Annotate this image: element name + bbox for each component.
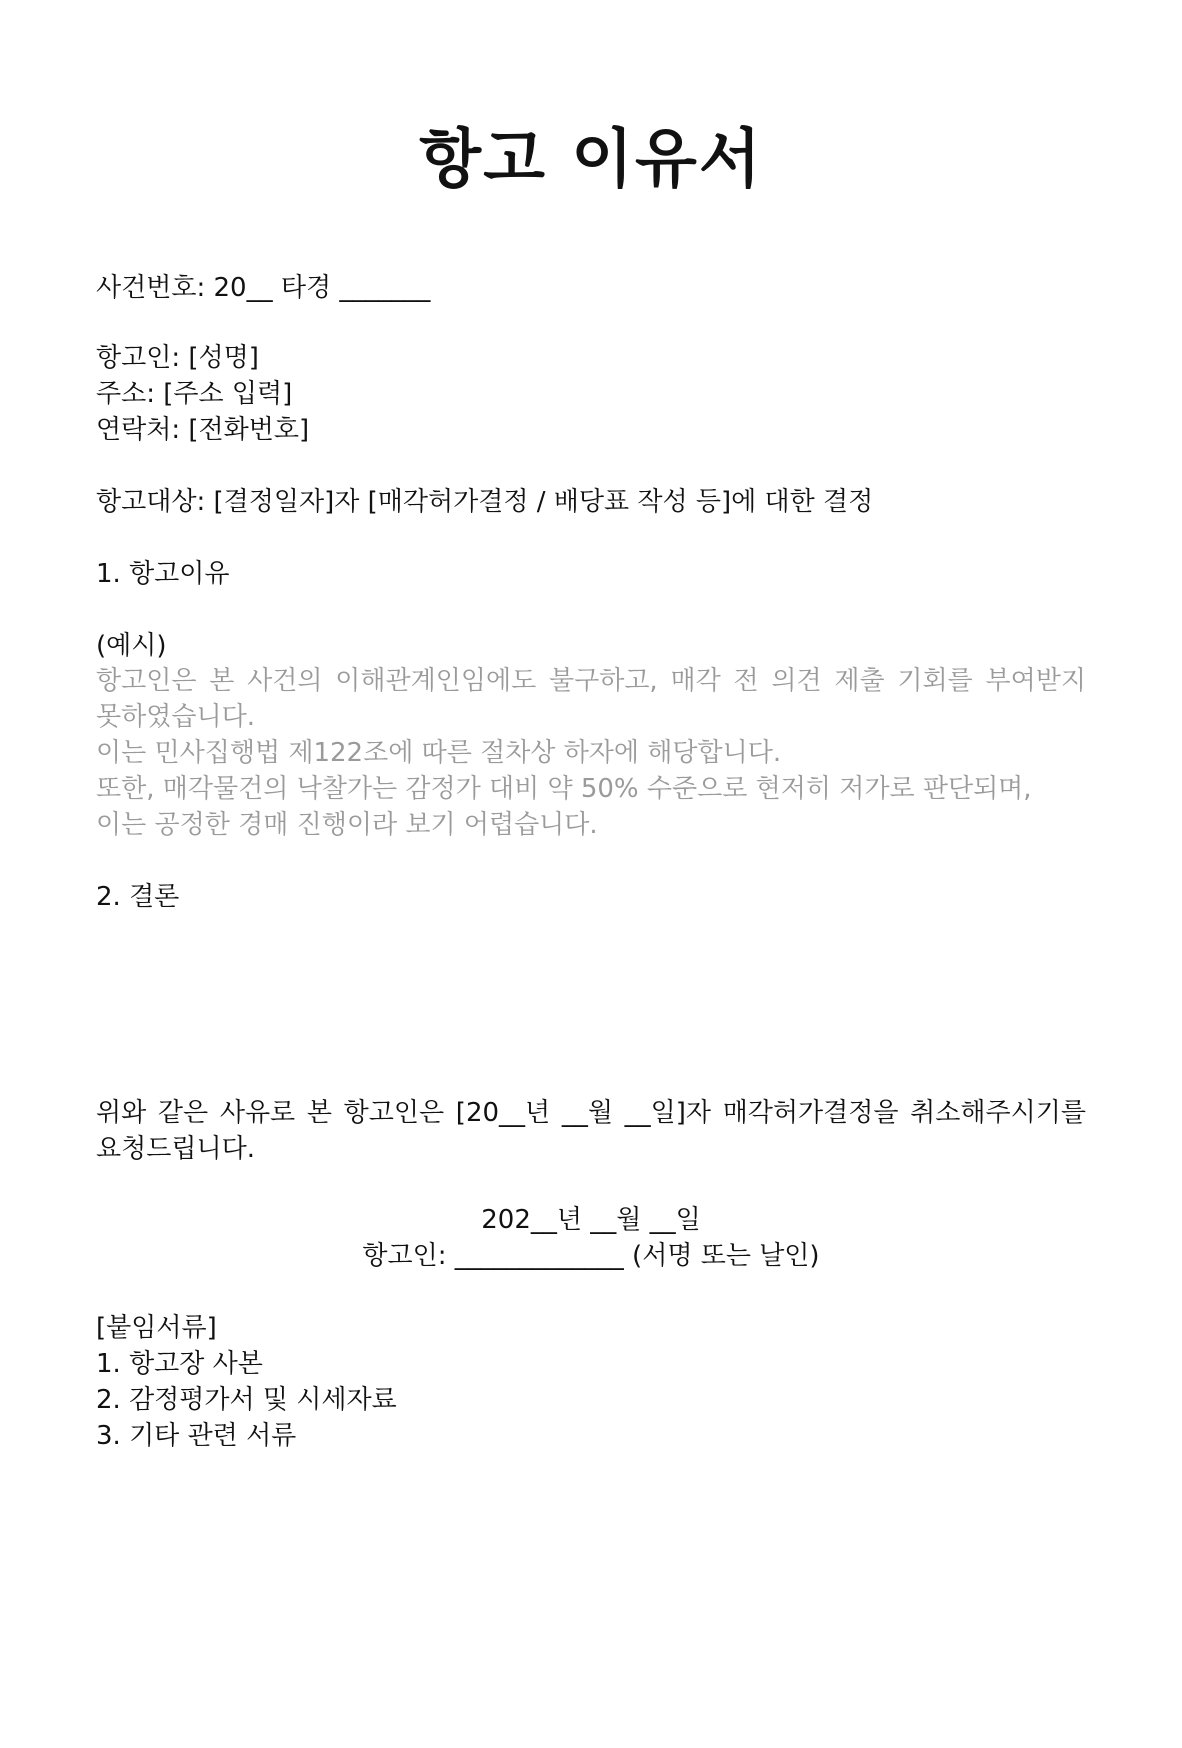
attachment-item: 1. 항고장 사본 (96, 1349, 263, 1379)
request-text-line-1: 위와 같은 사유로 본 항고인은 [20__년 __월 __일]자 매각허가결정을 취소해주시기를 (96, 1098, 1086, 1128)
section-2-heading: 2. 결론 (96, 882, 180, 912)
attachment-item: 3. 기타 관련 서류 (96, 1421, 297, 1451)
example-line: 못하였습니다. (96, 702, 255, 732)
date-line: 202__년 __월 __일 (481, 1205, 701, 1235)
section-1-heading: 1. 항고이유 (96, 559, 230, 589)
case-number: 사건번호: 20__ 타경 _______ (96, 273, 431, 303)
attachments-heading: [붙임서류] (96, 1313, 217, 1343)
appellant-contact: 연락처: [전화번호] (96, 415, 310, 445)
example-line: 또한, 매각물건의 낙찰가는 감정가 대비 약 50% 수준으로 현저히 저가로 판단되며, (96, 774, 1032, 804)
example-line: 이는 공정한 경매 진행이라 보기 어렵습니다. (96, 810, 598, 840)
appellant-name: 항고인: [성명] (96, 343, 259, 373)
signature-line: 항고인: _____________ (서명 또는 날인) (362, 1241, 820, 1271)
document-title: 항고 이유서 (419, 123, 763, 197)
appellant-address: 주소: [주소 입력] (96, 379, 293, 409)
attachment-item: 2. 감정평가서 및 시세자료 (96, 1385, 397, 1415)
appeal-subject: 항고대상: [결정일자]자 [매각허가결정 / 배당표 작성 등]에 대한 결정 (96, 487, 874, 517)
request-text-line-2: 요청드립니다. (96, 1134, 255, 1164)
example-label: (예시) (96, 631, 167, 661)
example-line: 항고인은 본 사건의 이해관계인임에도 불구하고, 매각 전 의견 제출 기회를 부여받지 (96, 666, 1086, 696)
example-line: 이는 민사집행법 제122조에 따른 절차상 하자에 해당합니다. (96, 738, 782, 768)
